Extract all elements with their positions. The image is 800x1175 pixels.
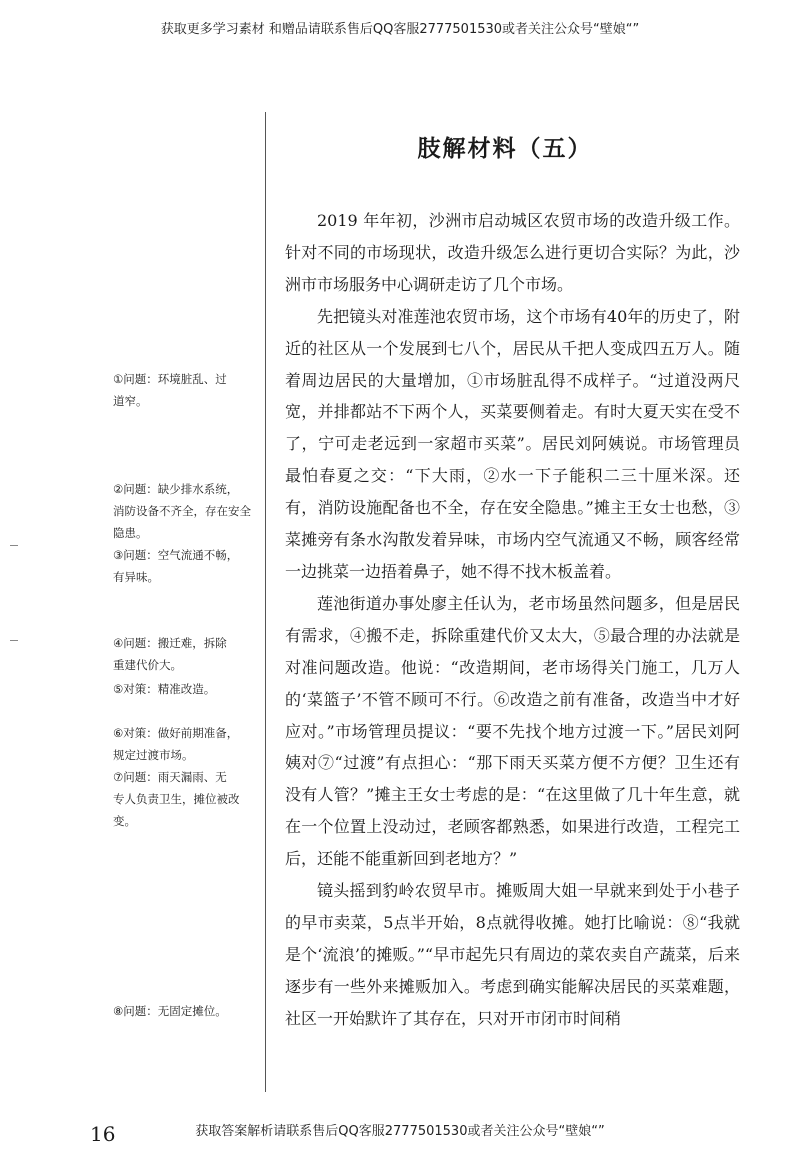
header-banner: 获取更多学习素材 和赠品请联系售后QQ客服2777501530或者关注公众号“壁娘“” [160,22,640,37]
note-line: ⑧问题：无固定摊位。 [113,1004,227,1018]
paragraph: 先把镜头对准莲池农贸市场，这个市场有40年的历史了，附近的社区从一个发展到七八个，居民从千把人变成四五万人。随着周边居民的大量增加，①市场脏乱得不成样子。“过道没两尺宽，并排都站不下两个人，买菜要侧着走。有时大夏天实在受不了，宁可走老远到一家超市买菜”。居民刘阿姨说。市场管理员最怕春夏之交：“下大雨，②水一下子能积二三十厘米深。还有，消防设施配备也不全，存在安全隐患。”摊主王女士也愁，③菜摊旁有条水沟散发着异味，市场内空气流通又不畅，顾客经常一边挑菜一边捂着鼻子，她不得不找木板盖着。 [285,306,740,581]
column-divider [265,112,266,1092]
note-line: 消防设备不齐全，存在安全 [113,504,251,518]
margin-note [113,544,261,588]
note-line: ④问题：搬迁难，拆除 [113,636,227,650]
note-line: ①问题：环境脏乱、过 [113,372,227,386]
page-number: 16 [90,1122,116,1146]
paragraph: 2019 年年初，沙洲市启动城区农贸市场的改造升级工作。针对不同的市场现状，改造升级怎么进行更切合实际？为此，沙洲市市场服务中心调研走访了几个市场。 [285,211,740,294]
article-body [285,205,740,1035]
note-line: ⑤对策：精准改造。 [113,682,216,696]
note-line: 规定过渡市场。 [113,748,194,762]
note-line: 重建代价大。 [113,658,182,672]
margin-note [113,368,261,412]
margin-tick [10,545,18,546]
margin-note [113,678,261,700]
margin-note [113,766,261,832]
note-line: ②问题：缺少排水系统， [113,482,239,496]
margin-note [113,1000,261,1022]
note-line: 道窄。 [113,394,148,408]
note-line: ⑦问题：雨天漏雨、无 [113,770,227,784]
margin-tick [10,640,18,641]
margin-note [113,632,261,676]
margin-note [113,478,261,544]
margin-note [113,722,261,766]
note-line: 专人负责卫生，摊位被改变。 [113,792,240,828]
page-title: 肢解材料（五） [417,136,593,162]
paragraph: 莲池街道办事处廖主任认为，老市场虽然问题多，但是居民有需求，④搬不走，拆除重建代价又太大，⑤最合理的办法就是对准问题改造。他说：“改造期间，老市场得关门施工，几万人的‘菜篮子’不管不顾可不行。⑥改造之前有准备，改造当中才好应对。”市场管理员提议：“要不先找个地方过渡一下。”居民刘阿姨对⑦“过渡”有点担心：“那下雨天买菜方便不方便？卫生还有没有人管？”摊主王女士考虑的是：“在这里做了几十年生意，就在一个位置上没动过，老顾客都熟悉，如果进行改造，工程完工后，还能不能重新回到老地方？” [285,593,740,869]
note-line: 隐患。 [113,526,148,540]
paragraph: 镜头摇到豹岭农贸早市。摊贩周大姐一早就来到处于小巷子的早市卖菜，5点半开始，8点就得收摊。她打比喻说：⑧“我就是个‘流浪’的摊贩。”“早市起先只有周边的菜农卖自产蔬菜，后来逐步有一些外来摊贩加入。考虑到确实能解决居民的买菜难题，社区一开始默许了其存在，只对开市闭市时间稍 [285,881,740,1028]
note-line: ⑥对策：做好前期准备， [113,726,239,740]
note-line: 有异味。 [113,570,159,584]
footer-banner: 获取答案解析请联系售后QQ客服2777501530或者关注公众号“壁娘“” [195,1124,605,1139]
note-line: ③问题：空气流通不畅， [113,548,239,562]
